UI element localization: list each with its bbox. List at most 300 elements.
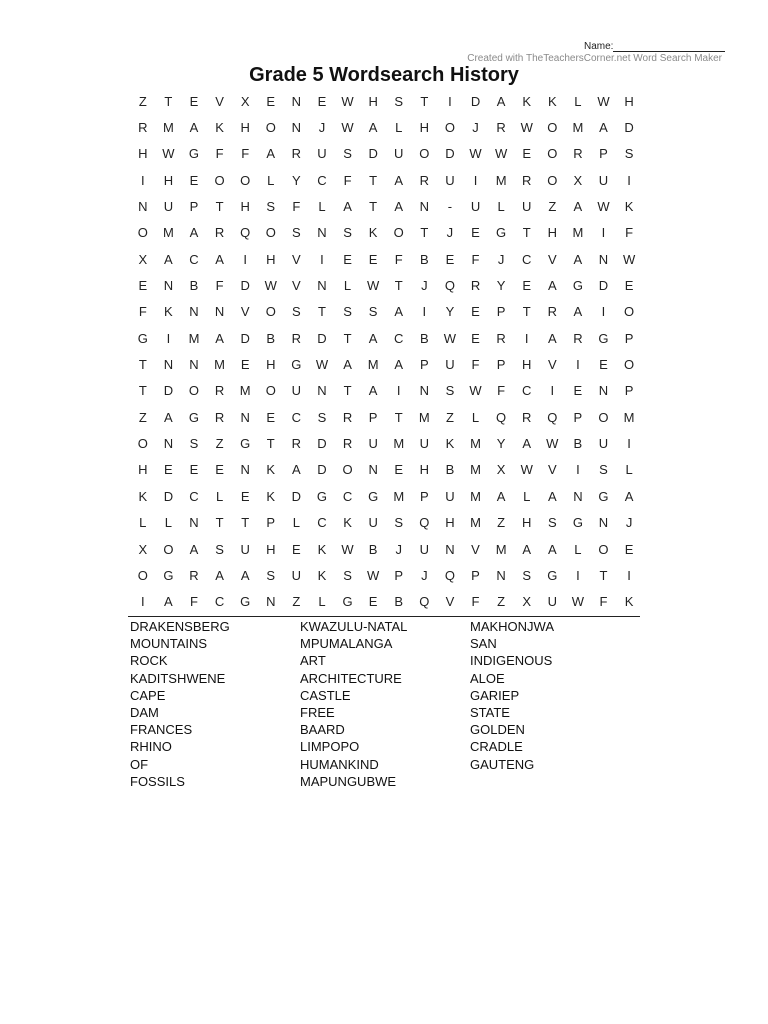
word-item: DRAKENSBERG bbox=[130, 619, 230, 634]
grid-row bbox=[130, 483, 642, 509]
grid-letter: J bbox=[625, 515, 633, 531]
grid-letter: K bbox=[317, 567, 327, 583]
grid-letter: R bbox=[470, 278, 481, 294]
grid-letter: D bbox=[240, 330, 250, 346]
word-item: KWAZULU-NATAL bbox=[300, 619, 408, 634]
grid-letter: O bbox=[188, 383, 200, 399]
name-underline bbox=[613, 42, 725, 52]
grid-letter: T bbox=[138, 357, 147, 373]
grid-letter: W bbox=[443, 330, 457, 346]
grid-letter: C bbox=[394, 330, 404, 346]
grid-letter: R bbox=[291, 436, 302, 452]
grid-letter: P bbox=[419, 357, 429, 373]
grid-letter: H bbox=[522, 357, 532, 373]
grid-letter: U bbox=[522, 199, 532, 215]
grid-letter: D bbox=[317, 462, 327, 478]
grid-letter: B bbox=[445, 462, 455, 478]
grid-letter: M bbox=[418, 409, 430, 425]
grid-letter: U bbox=[163, 199, 174, 215]
grid-letter: A bbox=[240, 567, 250, 583]
word-item: SAN bbox=[470, 636, 497, 652]
credit-text: Created with TheTeachersCorner.net Word Search Maker bbox=[467, 53, 722, 64]
grid-letter: L bbox=[497, 199, 505, 215]
grid-letter: A bbox=[266, 146, 276, 162]
grid-letter: E bbox=[292, 541, 301, 557]
grid-letter: I bbox=[473, 172, 478, 188]
grid-letter: C bbox=[189, 488, 199, 504]
grid-letter: O bbox=[163, 541, 174, 557]
grid-letter: T bbox=[420, 93, 429, 109]
grid-letter: M bbox=[572, 120, 584, 136]
grid-letter: A bbox=[547, 541, 557, 557]
grid-letter: Q bbox=[419, 515, 430, 531]
grid-row bbox=[130, 193, 642, 219]
grid-letter: C bbox=[317, 515, 327, 531]
grid-letter: L bbox=[318, 594, 326, 610]
grid-letter: P bbox=[599, 146, 608, 162]
grid-letter: H bbox=[266, 251, 276, 267]
grid-letter: O bbox=[598, 541, 609, 557]
grid-letter: G bbox=[342, 594, 353, 610]
grid-letter: S bbox=[189, 436, 199, 452]
grid-letter: A bbox=[215, 251, 224, 267]
grid-row bbox=[130, 299, 642, 325]
grid-letter: H bbox=[368, 93, 378, 109]
grid-row bbox=[130, 562, 642, 588]
grid-letter: C bbox=[214, 594, 225, 610]
grid-letter: G bbox=[368, 488, 379, 504]
grid-letter: O bbox=[598, 409, 609, 425]
word-item: HUMANKIND bbox=[300, 756, 379, 772]
grid-letter: L bbox=[215, 488, 224, 504]
grid-letter: S bbox=[266, 567, 276, 583]
grid-letter: S bbox=[343, 225, 352, 241]
grid-letter: N bbox=[598, 383, 609, 399]
grid-letter: W bbox=[341, 93, 354, 109]
grid-letter: X bbox=[522, 594, 532, 610]
grid-letter: S bbox=[394, 515, 404, 531]
grid-letter: M bbox=[162, 120, 174, 136]
word-item: FRANCES bbox=[130, 722, 193, 738]
grid-letter: U bbox=[445, 357, 455, 373]
grid-letter: W bbox=[571, 594, 585, 610]
grid-letter: Z bbox=[215, 436, 224, 452]
grid-row bbox=[130, 88, 642, 114]
grid-letter: K bbox=[317, 541, 327, 557]
grid-letter: X bbox=[496, 462, 506, 478]
word-item: BAARD bbox=[300, 722, 345, 738]
grid-letter: M bbox=[239, 383, 251, 399]
grid-letter: W bbox=[341, 120, 354, 136]
grid-letter: T bbox=[266, 436, 275, 452]
grid-letter: T bbox=[317, 304, 326, 320]
grid-letter: J bbox=[497, 251, 505, 267]
grid-letter: X bbox=[138, 541, 148, 557]
grid-row bbox=[130, 246, 642, 272]
grid-letter: J bbox=[318, 120, 326, 136]
grid-letter: A bbox=[368, 330, 378, 346]
grid-letter: R bbox=[547, 304, 557, 320]
grid-letter: R bbox=[496, 330, 506, 346]
grid-letter: B bbox=[419, 330, 429, 346]
grid-letter: I bbox=[576, 462, 580, 478]
grid-letter: U bbox=[547, 594, 557, 610]
grid-letter: L bbox=[164, 515, 172, 531]
grid-letter: W bbox=[469, 383, 482, 399]
grid-letter: W bbox=[264, 278, 277, 294]
grid-letter: R bbox=[291, 330, 302, 346]
grid-letter: G bbox=[291, 357, 302, 373]
grid-letter: F bbox=[215, 278, 224, 294]
grid-letter: T bbox=[343, 330, 352, 346]
grid-letter: F bbox=[471, 357, 480, 373]
grid-letter: R bbox=[342, 436, 353, 452]
grid-letter: M bbox=[470, 515, 481, 531]
grid-letter: H bbox=[522, 515, 532, 531]
grid-row bbox=[130, 430, 642, 456]
grid-letter: W bbox=[622, 251, 636, 267]
grid-letter: R bbox=[291, 146, 302, 162]
grid-letter: P bbox=[496, 357, 506, 373]
word-item: OF bbox=[130, 756, 149, 772]
grid-letter: I bbox=[320, 251, 324, 267]
grid-letter: T bbox=[599, 567, 608, 583]
grid-letter: I bbox=[627, 172, 631, 188]
grid-letter: F bbox=[471, 251, 480, 267]
word-item: FREE bbox=[300, 704, 335, 720]
grid-letter: W bbox=[367, 278, 380, 294]
grid-letter: K bbox=[343, 515, 352, 531]
grid-letter: K bbox=[522, 93, 532, 109]
grid-letter: R bbox=[189, 567, 199, 583]
grid-letter: S bbox=[445, 383, 455, 399]
grid-letter: K bbox=[445, 436, 455, 452]
grid-letter: P bbox=[624, 330, 634, 346]
word-item: CASTLE bbox=[300, 687, 351, 703]
grid-letter: - bbox=[447, 199, 453, 215]
grid-letter: N bbox=[317, 278, 327, 294]
grid-letter: M bbox=[572, 225, 584, 241]
grid-letter: F bbox=[394, 251, 403, 267]
grid-letter: O bbox=[265, 120, 276, 136]
grid-letter: A bbox=[599, 120, 608, 136]
grid-letter: U bbox=[598, 436, 609, 452]
word-item: GOLDEN bbox=[470, 722, 525, 738]
grid-letter: A bbox=[394, 199, 404, 215]
word-column bbox=[300, 618, 470, 790]
grid-letter: Z bbox=[138, 409, 147, 425]
grid-letter: F bbox=[190, 594, 198, 610]
grid-letter: B bbox=[394, 594, 404, 610]
grid-letter: D bbox=[163, 383, 174, 399]
name-field bbox=[584, 41, 725, 52]
grid-letter: R bbox=[419, 172, 430, 188]
grid-letter: U bbox=[445, 488, 455, 504]
grid-letter: B bbox=[573, 436, 583, 452]
grid-letter: P bbox=[624, 383, 634, 399]
grid-letter: N bbox=[419, 199, 430, 215]
grid-letter: A bbox=[573, 199, 583, 215]
grid-letter: A bbox=[573, 304, 583, 320]
grid-letter: J bbox=[421, 567, 428, 583]
grid-letter: A bbox=[394, 357, 404, 373]
grid-letter: L bbox=[139, 515, 147, 531]
grid-letter: A bbox=[343, 199, 352, 215]
grid-letter: M bbox=[393, 488, 405, 504]
grid-letter: E bbox=[138, 278, 148, 294]
grid-letter: H bbox=[445, 515, 455, 531]
grid-letter: V bbox=[292, 278, 301, 294]
grid-letter: E bbox=[471, 225, 480, 241]
grid-letter: N bbox=[214, 304, 225, 320]
grid-letter: N bbox=[598, 515, 609, 531]
grid-letter: F bbox=[241, 146, 250, 162]
page-title: Grade 5 Wordsearch History bbox=[249, 64, 519, 86]
grid-letter: F bbox=[138, 304, 147, 320]
grid-letter: I bbox=[576, 567, 580, 583]
grid-letter: W bbox=[597, 199, 610, 215]
grid-letter: E bbox=[445, 251, 455, 267]
grid-letter: W bbox=[367, 567, 380, 583]
grid-letter: K bbox=[138, 488, 148, 504]
grid-letter: S bbox=[343, 567, 352, 583]
grid-letter: G bbox=[572, 278, 583, 294]
grid-letter: I bbox=[601, 304, 606, 320]
grid-letter: L bbox=[343, 278, 352, 294]
grid-letter: E bbox=[471, 304, 480, 320]
grid-letter: H bbox=[163, 172, 174, 188]
grid-letter: P bbox=[266, 515, 276, 531]
grid-letter: U bbox=[368, 436, 378, 452]
grid-letter: M bbox=[393, 436, 405, 452]
grid-letter: M bbox=[495, 172, 507, 188]
grid-letter: M bbox=[470, 436, 481, 452]
grid-letter: R bbox=[522, 409, 532, 425]
grid-letter: N bbox=[189, 515, 199, 531]
grid-letter: E bbox=[368, 251, 378, 267]
grid-letter: V bbox=[240, 304, 250, 320]
grid-letter: I bbox=[524, 330, 529, 346]
grid-letter: O bbox=[624, 304, 635, 320]
grid-letter: I bbox=[550, 383, 555, 399]
grid-letter: D bbox=[368, 146, 378, 162]
grid-letter: C bbox=[291, 409, 302, 425]
grid-row bbox=[130, 351, 642, 377]
grid-letter: K bbox=[266, 488, 276, 504]
grid-letter: A bbox=[215, 567, 224, 583]
grid-letter: E bbox=[522, 278, 532, 294]
grid-letter: A bbox=[368, 120, 378, 136]
grid-letter: T bbox=[343, 383, 352, 399]
name-label: Name: bbox=[584, 41, 614, 52]
grid-letter: I bbox=[166, 330, 171, 346]
word-item: CRADLE bbox=[470, 739, 523, 755]
grid-letter: N bbox=[240, 462, 250, 478]
grid-letter: S bbox=[599, 462, 608, 478]
grid-letter: A bbox=[547, 488, 557, 504]
grid-letter: E bbox=[394, 462, 404, 478]
grid-letter: A bbox=[496, 488, 506, 504]
grid-letter: V bbox=[445, 594, 455, 610]
grid-letter: W bbox=[546, 436, 559, 452]
grid-letter: P bbox=[419, 488, 429, 504]
grid-letter: T bbox=[394, 278, 403, 294]
grid-letter: R bbox=[573, 330, 583, 346]
grid-letter: O bbox=[137, 567, 148, 583]
grid-letter: C bbox=[317, 172, 327, 188]
grid-letter: R bbox=[522, 172, 532, 188]
grid-letter: M bbox=[188, 330, 200, 346]
grid-letter: I bbox=[601, 225, 606, 241]
grid-letter: D bbox=[317, 330, 327, 346]
grid-letter: A bbox=[292, 462, 301, 478]
grid-letter: F bbox=[599, 594, 608, 610]
grid-letter: D bbox=[598, 278, 609, 294]
grid-letter: Q bbox=[496, 409, 507, 425]
grid-letter: A bbox=[164, 594, 173, 610]
grid-letter: L bbox=[471, 409, 480, 425]
grid-letter: H bbox=[240, 120, 250, 136]
grid-letter: E bbox=[368, 594, 378, 610]
grid-letter: M bbox=[367, 357, 379, 373]
grid-letter: O bbox=[265, 304, 276, 320]
grid-letter: F bbox=[497, 383, 506, 399]
grid-letter: S bbox=[547, 515, 557, 531]
grid-row bbox=[130, 220, 642, 246]
grid-letter: K bbox=[624, 594, 634, 610]
grid-letter: W bbox=[469, 146, 482, 162]
word-item: ROCK bbox=[130, 653, 168, 669]
grid-letter: Q bbox=[547, 409, 558, 425]
grid-letter: O bbox=[240, 172, 251, 188]
grid-row bbox=[130, 404, 642, 430]
word-item: MOUNTAINS bbox=[130, 636, 208, 652]
grid-letter: U bbox=[368, 515, 378, 531]
grid-row bbox=[130, 272, 642, 298]
grid-letter: S bbox=[343, 304, 352, 320]
grid-letter: N bbox=[138, 199, 148, 215]
grid-letter: R bbox=[214, 409, 225, 425]
grid-letter: A bbox=[189, 225, 199, 241]
grid-row bbox=[130, 536, 642, 562]
grid-letter: F bbox=[471, 594, 480, 610]
grid-letter: X bbox=[138, 251, 148, 267]
grid-letter: A bbox=[343, 357, 352, 373]
grid-letter: N bbox=[189, 304, 199, 320]
grid-letter: T bbox=[215, 199, 224, 215]
grid-letter: O bbox=[265, 383, 276, 399]
grid-letter: F bbox=[343, 172, 352, 188]
word-item: GARIEP bbox=[470, 687, 520, 703]
grid-letter: O bbox=[342, 462, 353, 478]
grid-letter: T bbox=[369, 199, 378, 215]
grid-letter: G bbox=[547, 567, 558, 583]
word-item: FOSSILS bbox=[130, 773, 185, 789]
word-item: ART bbox=[300, 653, 326, 669]
grid-letter: L bbox=[574, 93, 582, 109]
grid-letter: X bbox=[240, 93, 250, 109]
grid-letter: S bbox=[266, 199, 276, 215]
grid-letter: U bbox=[240, 541, 250, 557]
grid-letter: C bbox=[522, 383, 532, 399]
grid-letter: G bbox=[598, 330, 609, 346]
grid-letter: T bbox=[215, 515, 224, 531]
grid-letter: V bbox=[292, 251, 301, 267]
word-item: MAKHONJWA bbox=[470, 619, 555, 634]
grid-letter: Z bbox=[497, 515, 506, 531]
grid-letter: S bbox=[624, 146, 634, 162]
grid-letter: M bbox=[495, 541, 507, 557]
grid-letter: W bbox=[520, 462, 533, 478]
grid-row bbox=[130, 457, 642, 483]
grid-letter: D bbox=[445, 146, 455, 162]
grid-letter: I bbox=[422, 304, 427, 320]
grid-letter: A bbox=[394, 172, 404, 188]
grid-row bbox=[130, 378, 642, 404]
grid-letter: I bbox=[576, 357, 580, 373]
grid-letter: A bbox=[522, 436, 532, 452]
grid-letter: D bbox=[470, 93, 481, 109]
grid-letter: K bbox=[624, 199, 634, 215]
grid-letter: H bbox=[266, 541, 276, 557]
grid-letter: D bbox=[240, 278, 250, 294]
grid-letter: V bbox=[547, 462, 557, 478]
grid-letter: I bbox=[243, 251, 247, 267]
grid-letter: H bbox=[138, 146, 148, 162]
grid-letter: O bbox=[547, 146, 558, 162]
grid-letter: H bbox=[240, 199, 250, 215]
grid-letter: O bbox=[137, 225, 148, 241]
grid-letter: N bbox=[573, 488, 583, 504]
grid-letter: S bbox=[343, 146, 352, 162]
grid-letter: R bbox=[573, 146, 583, 162]
grid-letter: F bbox=[215, 146, 224, 162]
grid-letter: C bbox=[342, 488, 353, 504]
grid-letter: G bbox=[572, 515, 583, 531]
grid-letter: N bbox=[317, 383, 327, 399]
grid-letter: S bbox=[215, 541, 224, 557]
grid-letter: D bbox=[163, 488, 174, 504]
grid-letter: Y bbox=[496, 278, 506, 294]
grid-letter: G bbox=[598, 488, 609, 504]
grid-letter: L bbox=[318, 199, 326, 215]
word-item: RHINO bbox=[130, 739, 172, 755]
grid-letter: R bbox=[342, 409, 353, 425]
grid-letter: U bbox=[291, 383, 302, 399]
grid-letter: U bbox=[598, 172, 609, 188]
grid-letter: N bbox=[163, 357, 174, 373]
grid-letter: P bbox=[189, 199, 199, 215]
grid-letter: R bbox=[496, 120, 506, 136]
word-column bbox=[470, 618, 640, 790]
grid-letter: N bbox=[163, 278, 174, 294]
letter-grid bbox=[130, 88, 642, 615]
grid-letter: Q bbox=[444, 278, 455, 294]
grid-letter: P bbox=[394, 567, 404, 583]
word-list bbox=[130, 618, 640, 790]
grid-letter: T bbox=[394, 409, 403, 425]
grid-letter: O bbox=[419, 146, 430, 162]
grid-letter: G bbox=[163, 567, 174, 583]
grid-letter: P bbox=[368, 409, 378, 425]
grid-letter: A bbox=[522, 541, 532, 557]
grid-letter: O bbox=[547, 120, 558, 136]
grid-letter: O bbox=[547, 172, 558, 188]
grid-letter: T bbox=[241, 515, 250, 531]
divider bbox=[128, 616, 640, 617]
grid-letter: E bbox=[624, 541, 634, 557]
grid-letter: D bbox=[317, 436, 327, 452]
